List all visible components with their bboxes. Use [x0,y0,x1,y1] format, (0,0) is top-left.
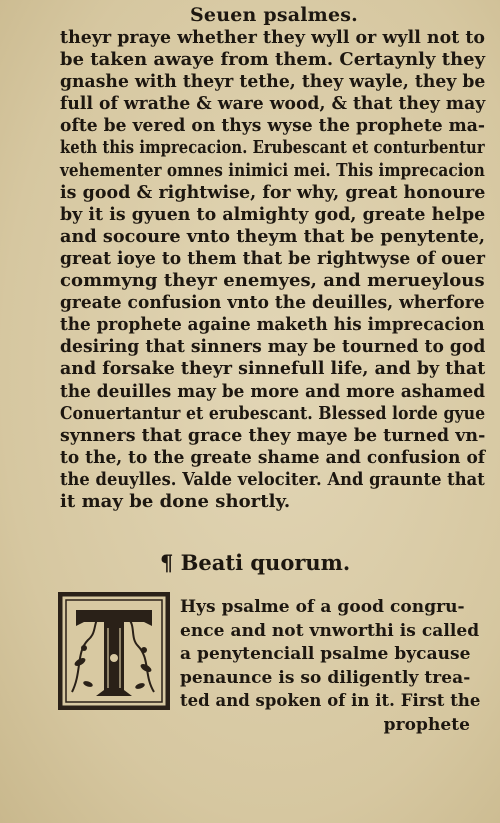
text-line: full of wrathe & ware wood, & that they may [60,93,486,115]
text-line: is good & rightwise, for why, great honoure [60,181,486,203]
text-line: and socoure vnto theym that be penytente, [60,225,486,247]
text-line: it may be done shortly. [60,490,291,512]
text-line: by it is gyuen to almighty god, greate helpe [60,203,486,225]
text-line: Conuertantur et erubescant. Blessed lorde gyue [60,402,486,424]
text-line: commyng theyr enemyes, and merueylous [60,270,485,292]
decorated-initial-art [58,592,170,710]
text-line: penaunce is so diligently trea- [180,667,471,688]
text-line: a penytenciall psalme bycause [180,644,471,665]
running-head: Seuen psalmes. [190,4,358,26]
text-line: greate confusion vnto the deuilles, wherfore [60,292,485,314]
body-text [60,27,485,513]
text-line: desiring that sinners may be tourned to god [60,336,486,358]
text-line: synners that grace they maye be turned vn- [60,424,486,446]
text-line: the prophete againe maketh his imprecacion [60,314,485,336]
text-line: to the, to the greate shame and confusion of [60,446,486,468]
section-title: ¶ Beati quorum. [160,550,351,575]
text-line: and forsake theyr sinnefull life, and by that [60,358,486,380]
text-line: ence and not vnworthi is called [180,620,480,641]
text-line: the deuilles may be more and more ashamed [60,380,486,402]
text-line: theyr praye whether they wyll or wyll not to [60,27,486,48]
text-line: the deuylles. Valde velociter. And graunte that [60,468,485,490]
text-line: Hys psalme of a good congru- [180,597,465,617]
text-line: gnashe with theyr tethe, they wayle, they be [60,71,486,93]
text-line: great ioye to them that be rightwyse of ouer [60,247,486,269]
decorated-initial [58,592,170,710]
text-line: vehementer omnes inimici mei. This imprecacion [60,159,485,181]
text-line: ted and spoken of in it. First the [180,691,481,712]
initial-paragraph [180,596,480,738]
text-line: ofte be vered on thys wyse the prophete ma- [60,115,486,137]
text-line: prophete [383,714,470,735]
text-line: keth this imprecacion. Erubescant et conturbentur [60,137,485,159]
text-line: be taken awaye from them. Certaynly they [60,49,486,71]
